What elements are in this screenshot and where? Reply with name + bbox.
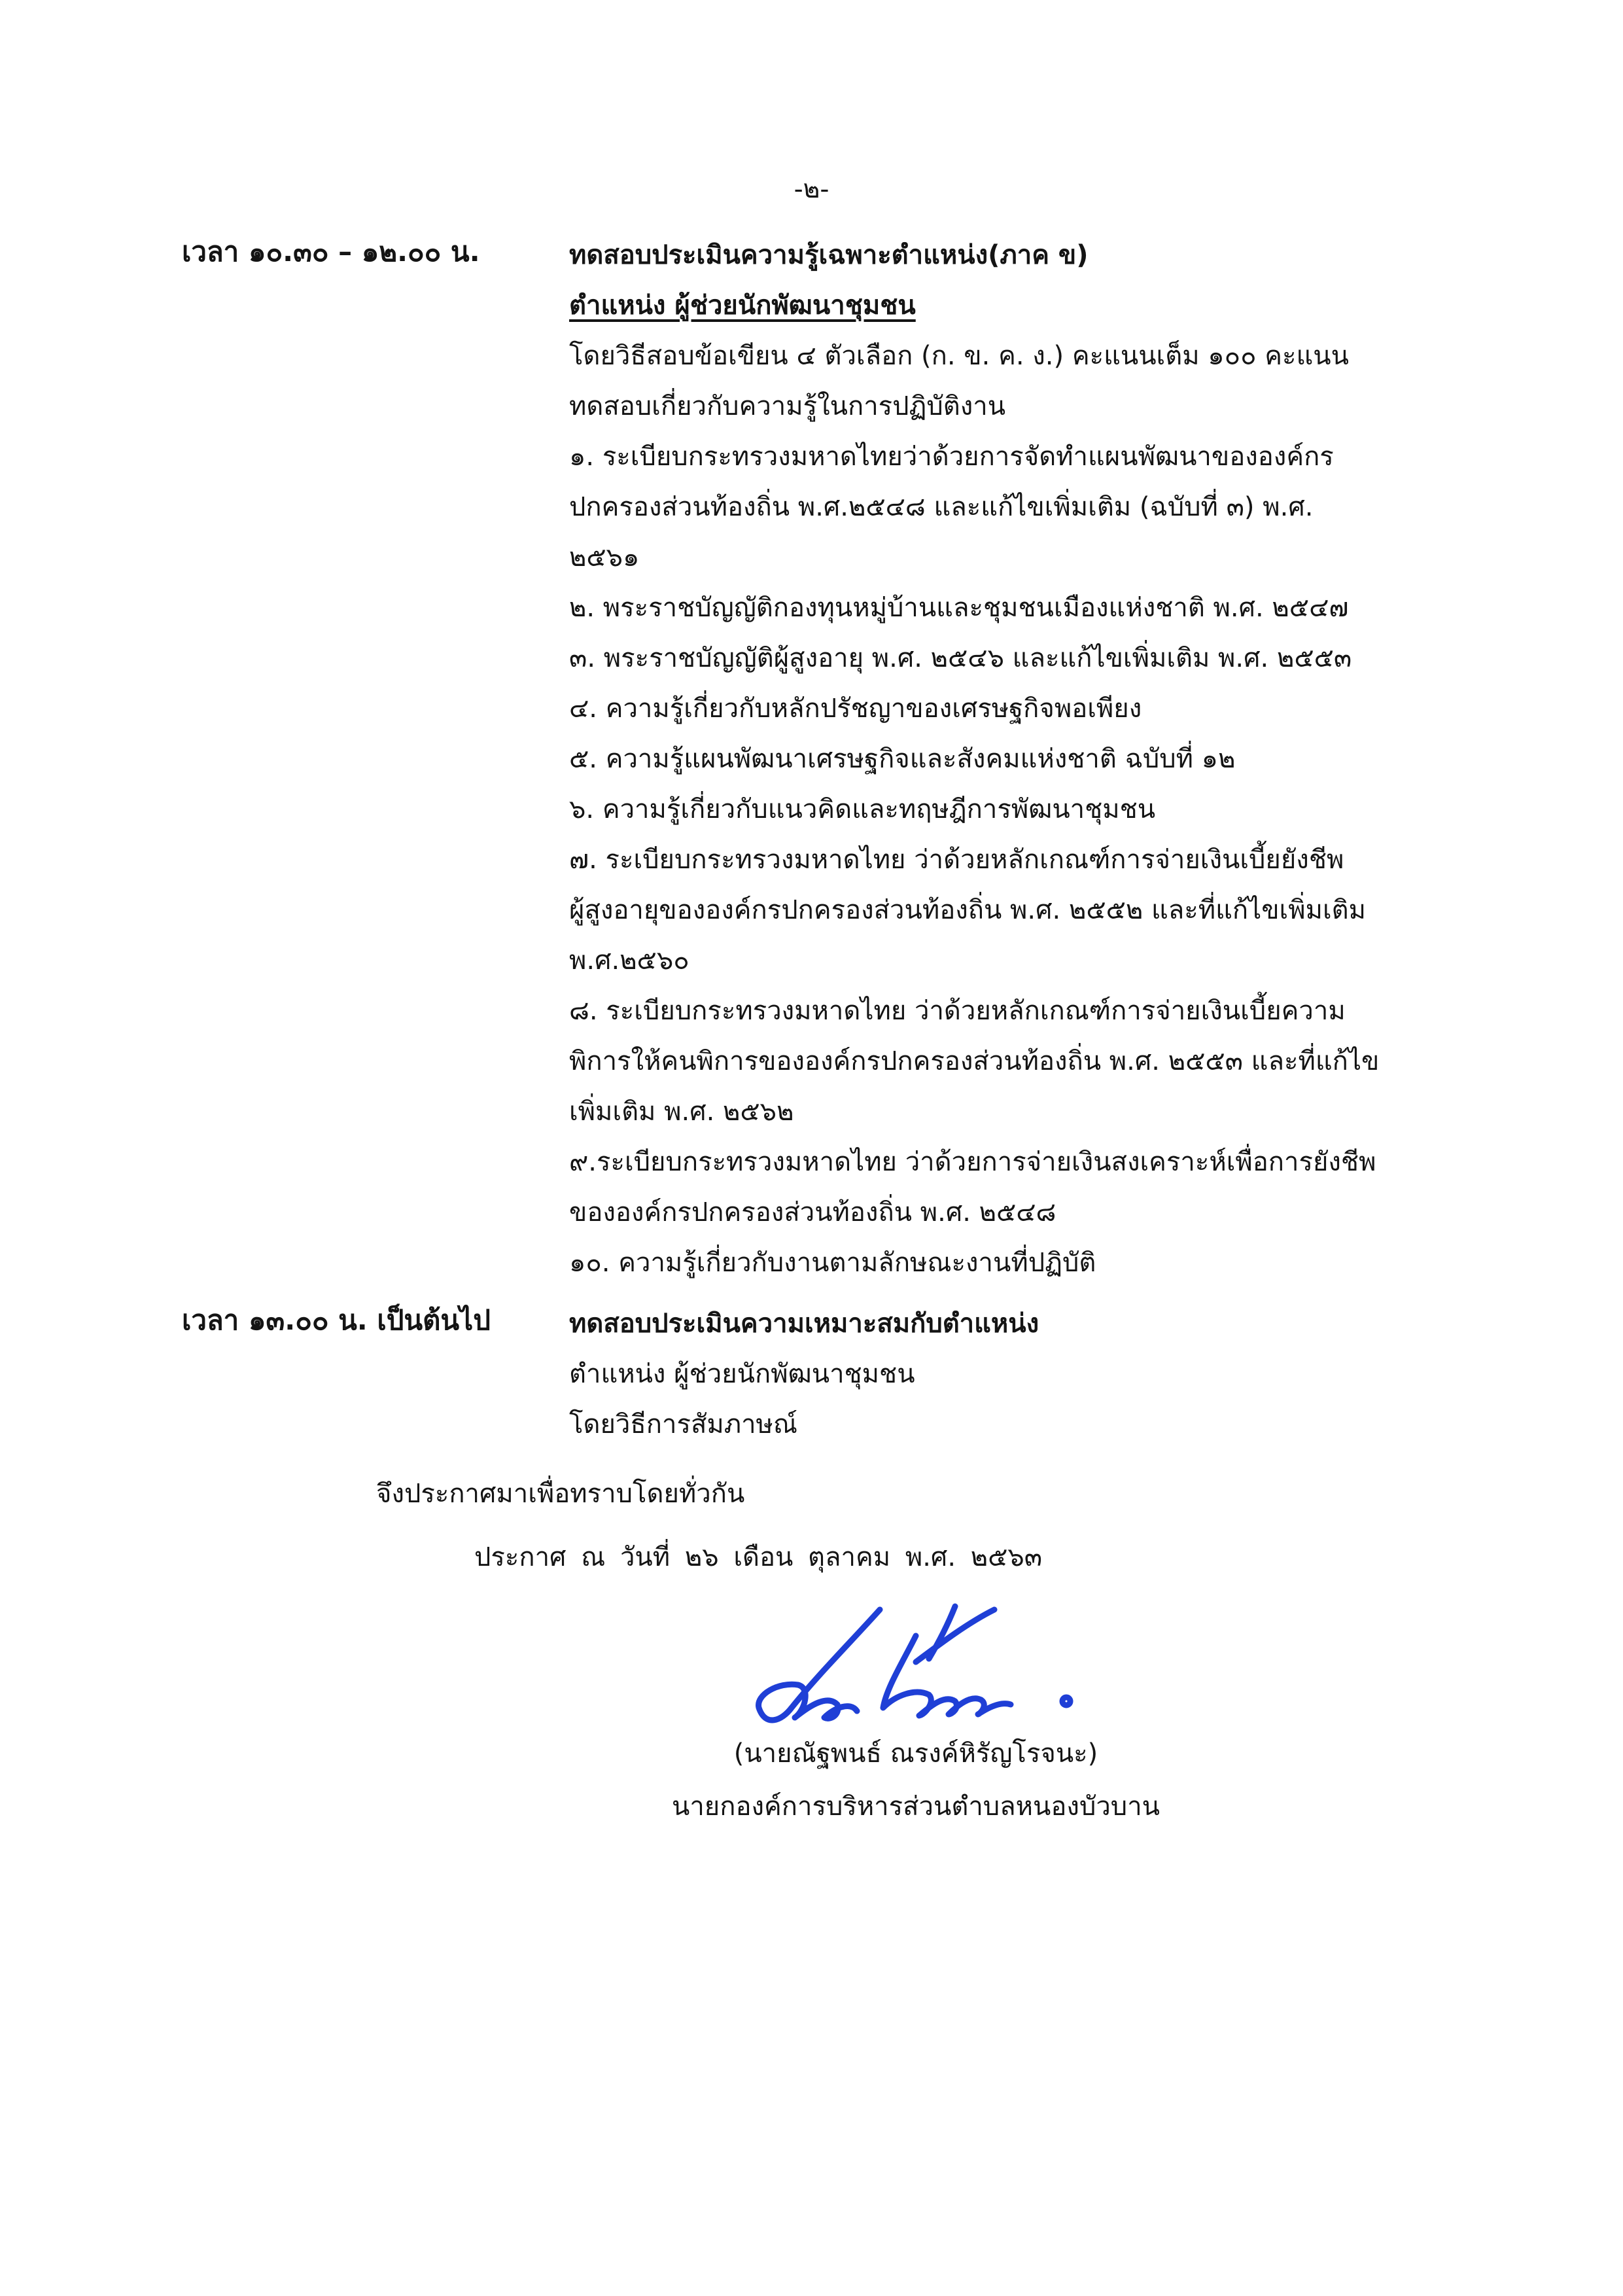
section1-line: ๔. ความรู้เกี่ยวกับหลักปรัชญาของเศรษฐกิจพอเพียง [569,694,1142,724]
section1-line: ทดสอบเกี่ยวกับความรู้ในการปฏิบัติงาน [569,391,1006,421]
section1-line: ๓. พระราชบัญญัติผู้สูงอายุ พ.ศ. ๒๕๔๖ และแก้ไขเพิ่มเติม พ.ศ. ๒๕๕๓ [569,643,1352,673]
page-number: -๒- [794,175,829,204]
section1-line: เพิ่มเติม พ.ศ. ๒๕๖๒ [569,1097,794,1127]
section1-line: ๘. ระเบียบกระทรวงมหาดไทย ว่าด้วยหลักเกณฑ์การจ่ายเงินเบี้ยความ [569,996,1346,1026]
section1-line: ๒. พระราชบัญญัติกองทุนหมู่บ้านและชุมชนเมืองแห่งชาติ พ.ศ. ๒๕๔๗ [569,593,1349,623]
section1-line: ปกครองส่วนท้องถิ่น พ.ศ.๒๕๔๘ และแก้ไขเพิ่มเติม (ฉบับที่ ๓) พ.ศ. [569,492,1314,522]
section1-line: ๑. ระเบียบกระทรวงมหาดไทยว่าด้วยการจัดทำแผนพัฒนาขององค์กร [569,442,1334,472]
section1-line: โดยวิธีสอบข้อเขียน ๔ ตัวเลือก (ก. ข. ค. ง.) คะแนนเต็ม ๑๐๐ คะแนน [569,341,1349,371]
section2-method: โดยวิธีการสัมภาษณ์ [569,1409,798,1439]
announcement-closing: จึงประกาศมาเพื่อทราบโดยทั่วกัน [376,1479,745,1509]
section1-line: ขององค์กรปกครองส่วนท้องถิ่น พ.ศ. ๒๕๔๘ [569,1197,1056,1227]
section1-position: ตำแหน่ง ผู้ช่วยนักพัฒนาชุมชน [569,291,916,321]
section1-line: ๗. ระเบียบกระทรวงมหาดไทย ว่าด้วยหลักเกณฑ์การจ่ายเงินเบี้ยยังชีพ [569,845,1344,875]
section1-heading: ทดสอบประเมินความรู้เฉพาะตำแหน่ง(ภาค ข) [569,240,1089,270]
section1-line: ๒๕๖๑ [569,542,640,573]
section2-heading: ทดสอบประเมินความเหมาะสมกับตำแหน่ง [569,1309,1039,1339]
section1-line: ๙.ระเบียบกระทรวงมหาดไทย ว่าด้วยการจ่ายเงินสงเคราะห์เพื่อการยังชีพ [569,1147,1376,1177]
section2-block [569,1299,1039,1450]
section1-line: ๑๐. ความรู้เกี่ยวกับงานตามลักษณะงานที่ปฏิบัติ [569,1248,1096,1278]
section1-line: ผู้สูงอายุขององค์กรปกครองส่วนท้องถิ่น พ.ศ. ๒๕๕๒ และที่แก้ไขเพิ่มเติม [569,895,1366,925]
section1-line: พ.ศ.๒๕๖๐ [569,945,689,976]
section1-block [569,230,1379,1288]
signatory-name: (นายณัฐพนธ์ ณรงค์หิรัญโรจนะ) [733,1739,1098,1769]
section2-time: เวลา ๑๓.๐๐ น. เป็นต้นไป [182,1304,491,1336]
section2-position: ตำแหน่ง ผู้ช่วยนักพัฒนาชุมชน [569,1359,915,1389]
handwritten-signature [720,1597,1112,1747]
section1-line: ๕. ความรู้แผนพัฒนาเศรษฐกิจและสังคมแห่งชาติ ฉบับที่ ๑๒ [569,744,1236,774]
section1-line: ๖. ความรู้เกี่ยวกับแนวคิดและทฤษฎีการพัฒนาชุมชน [569,794,1156,824]
signatory-title: นายกองค์การบริหารส่วนตำบลหนองบัวบาน [672,1792,1160,1822]
announcement-date: ประกาศ ณ วันที่ ๒๖ เดือน ตุลาคม พ.ศ. ๒๕๖๓ [474,1542,1043,1572]
section1-time: เวลา ๑๐.๓๐ – ๑๒.๐๐ น. [182,236,480,268]
section1-line: พิการให้คนพิการขององค์กรปกครองส่วนท้องถิ่น พ.ศ. ๒๕๕๓ และที่แก้ไข [569,1046,1380,1076]
